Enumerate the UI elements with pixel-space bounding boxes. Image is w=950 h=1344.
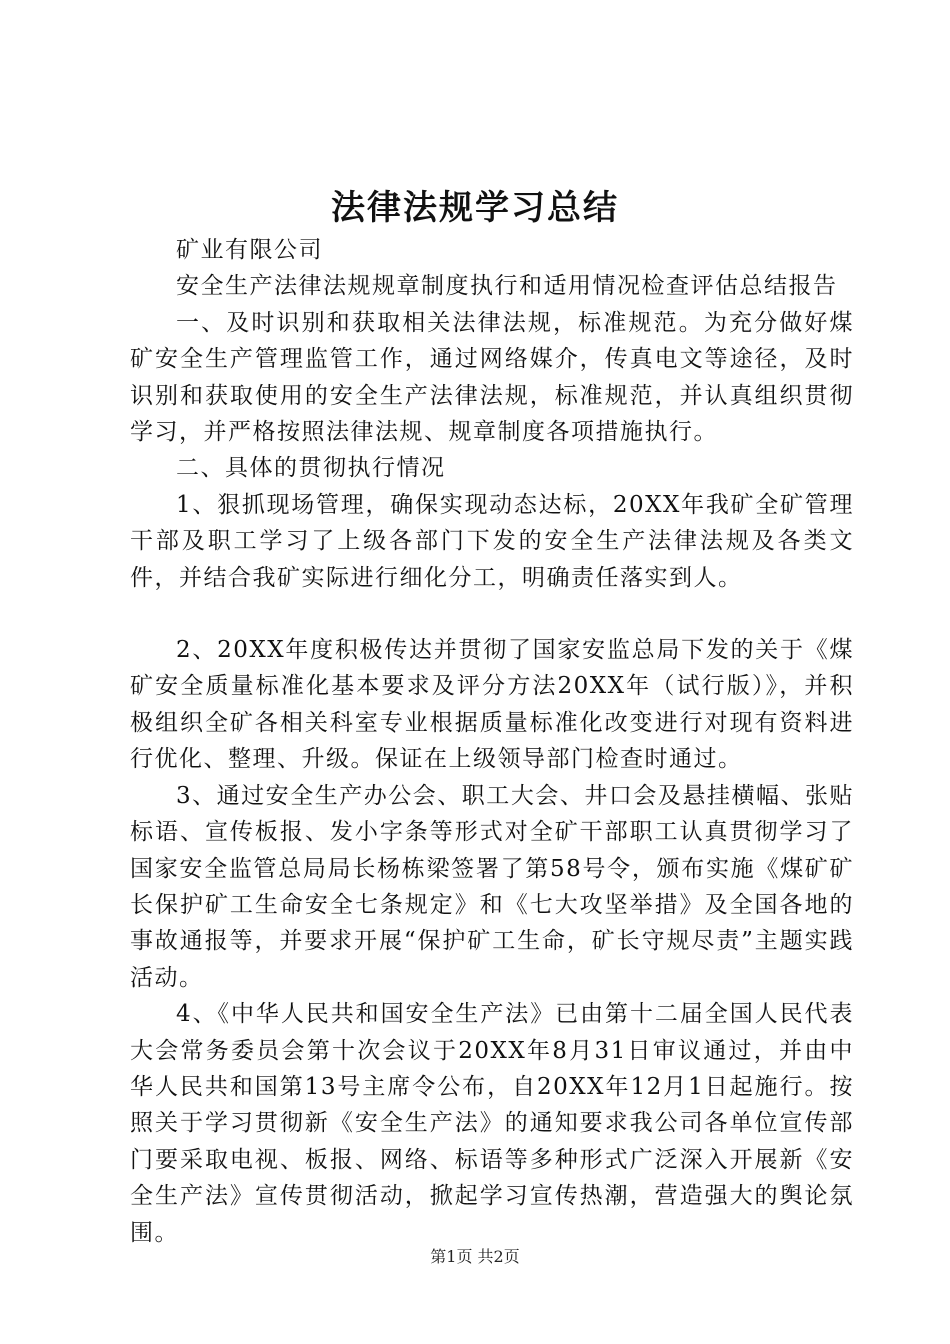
item-four-paragraph: 4、《中华人民共和国安全生产法》已由第十二届全国人民代表大会常务委员会第十次会议于20XX年8月31日审议通过，并由中华人民共和国第13号主席令公布，自20XX年12月1日起施行。按照关于学习贯彻新《安全生产法》的通知要求我公司各单位宣传部门要采取电视、板报、网络、标语等多种形式广泛深入开展新《安全生产法》宣传贯彻活动，掀起学习宣传热潮，营造强大的舆论氛围。 (130, 1001, 854, 1246)
section-two-heading: 二、具体的贯彻执行情况 (176, 455, 446, 482)
item-one-paragraph: 1、狠抓现场管理，确保实现动态达标，20XX年我矿全矿管理干部及职工学习了上级各部门下发的安全生产法律法规及各类文件，并结合我矿实际进行细化分工，明确责任落实到人。 (130, 491, 854, 591)
page-number-footer: 第1页 共2页 (430, 1247, 520, 1266)
document-body (130, 232, 854, 1251)
item-two-paragraph: 2、20XX年度积极传达并贯彻了国家安监总局下发的关于《煤矿安全质量标准化基本要求及评分方法20XX年（试行版）》，并积极组织全矿各相关科室专业根据质量标准化改变进行对现有资料进行优化、整理、升级。保证在上级领导部门检查时通过。 (130, 637, 854, 773)
item-three-paragraph: 3、通过安全生产办公会、职工大会、井口会及悬挂横幅、张贴标语、宣传板报、发小字条等形式对全矿干部职工认真贯彻学习了国家安全监管总局局长杨栋梁签署了第58号令，颁布实施《煤矿矿长保护矿工生命安全七条规定》和《七大攻坚举措》及全国各地的事故通报等，并要求开展“保护矿工生命，矿长守规尽责”主题实践活动。 (130, 782, 854, 991)
document-title: 法律法规学习总结 (331, 188, 619, 228)
report-title-paragraph: 安全生产法律法规规章制度执行和适用情况检查评估总结报告 (176, 273, 838, 300)
company-name-paragraph: 矿业有限公司 (176, 237, 323, 263)
section-one-paragraph: 一、及时识别和获取相关法律法规，标准规范。为充分做好煤矿安全生产管理监管工作，通过网络媒介，传真电文等途径，及时识别和获取使用的安全生产法律法规，标准规范，并认真组织贯彻学习，并严格按照法律法规、规章制度各项措施执行。 (130, 309, 854, 446)
